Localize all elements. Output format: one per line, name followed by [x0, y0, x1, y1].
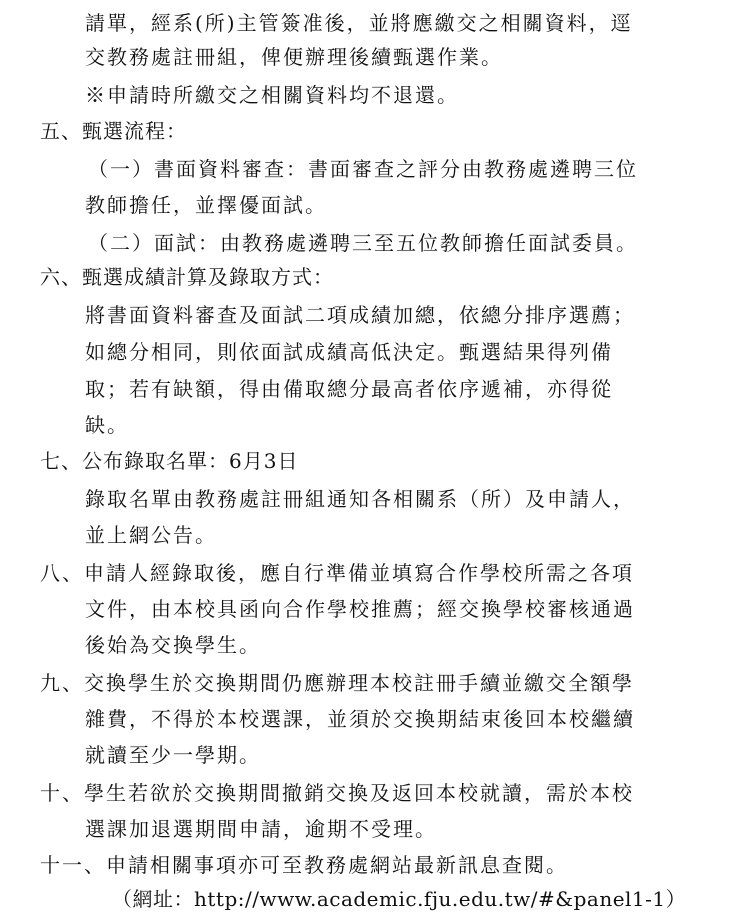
- section-6-line-2: 如總分相同，則依面試成績高低決定。甄選結果得列備: [85, 340, 613, 364]
- section-6-heading: 六、甄選成績計算及錄取方式：: [40, 265, 334, 289]
- section-7-line-1: 錄取名單由教務處註冊組通知各相關系（所）及申請人，: [85, 487, 635, 511]
- section-7-line-2: 並上網公告。: [85, 523, 217, 547]
- section-10-line-1: 十、學生若欲於交換期間撤銷交換及返回本校就讀，需於本校: [40, 781, 634, 805]
- continuation-line-2: 交教務處註冊組，俾便辦理後續甄選作業。: [85, 45, 503, 69]
- section-6-line-3: 取；若有缺額，得由備取總分最高者依序遞補，亦得從: [85, 377, 613, 401]
- section-6-line-1: 將書面資料審查及面試二項成績加總，依總分排序選薦；: [85, 303, 635, 327]
- section-8-line-3: 後始為交換學生。: [85, 633, 261, 657]
- section-8-line-2: 文件，由本校具函向合作學校推薦；經交換學校審核通過: [85, 597, 635, 621]
- continuation-note: ※申請時所繳交之相關資料均不退還。: [85, 83, 459, 107]
- section-5-heading: 五、甄選流程：: [40, 119, 187, 143]
- section-5-item-1-line-1: （一）書面資料審查：書面審查之評分由教務處遴聘三位: [88, 157, 638, 181]
- section-5-item-1-line-2: 教師擔任，並擇優面試。: [85, 193, 327, 217]
- section-11-line-1: 十一、申請相關事項亦可至教務處網站最新訊息查閱。: [40, 853, 568, 877]
- section-11-url-line: （網址：http://www.academic.fju.edu.tw/#&panel1-1）: [112, 887, 687, 911]
- section-9-line-2: 雜費，不得於本校選課，並須於交換期結束後回本校繼續: [85, 707, 635, 731]
- section-9-line-3: 就讀至少一學期。: [85, 743, 261, 767]
- section-6-line-4: 缺。: [85, 413, 129, 437]
- continuation-line-1: 請單，經系(所)主管簽准後，並將應繳交之相關資料，逕: [85, 11, 633, 35]
- section-5-item-2-line-1: （二）面試：由教務處遴聘三至五位教師擔任面試委員。: [88, 231, 638, 255]
- section-10-line-2: 選課加退選期間申請，逾期不受理。: [85, 817, 437, 841]
- section-9-line-1: 九、交換學生於交換期間仍應辦理本校註冊手續並繳交全額學: [40, 671, 634, 695]
- section-8-line-1: 八、申請人經錄取後，應自行準備並填寫合作學校所需之各項: [40, 561, 634, 585]
- section-7-heading: 七、公布錄取名單：6月3日: [40, 449, 299, 473]
